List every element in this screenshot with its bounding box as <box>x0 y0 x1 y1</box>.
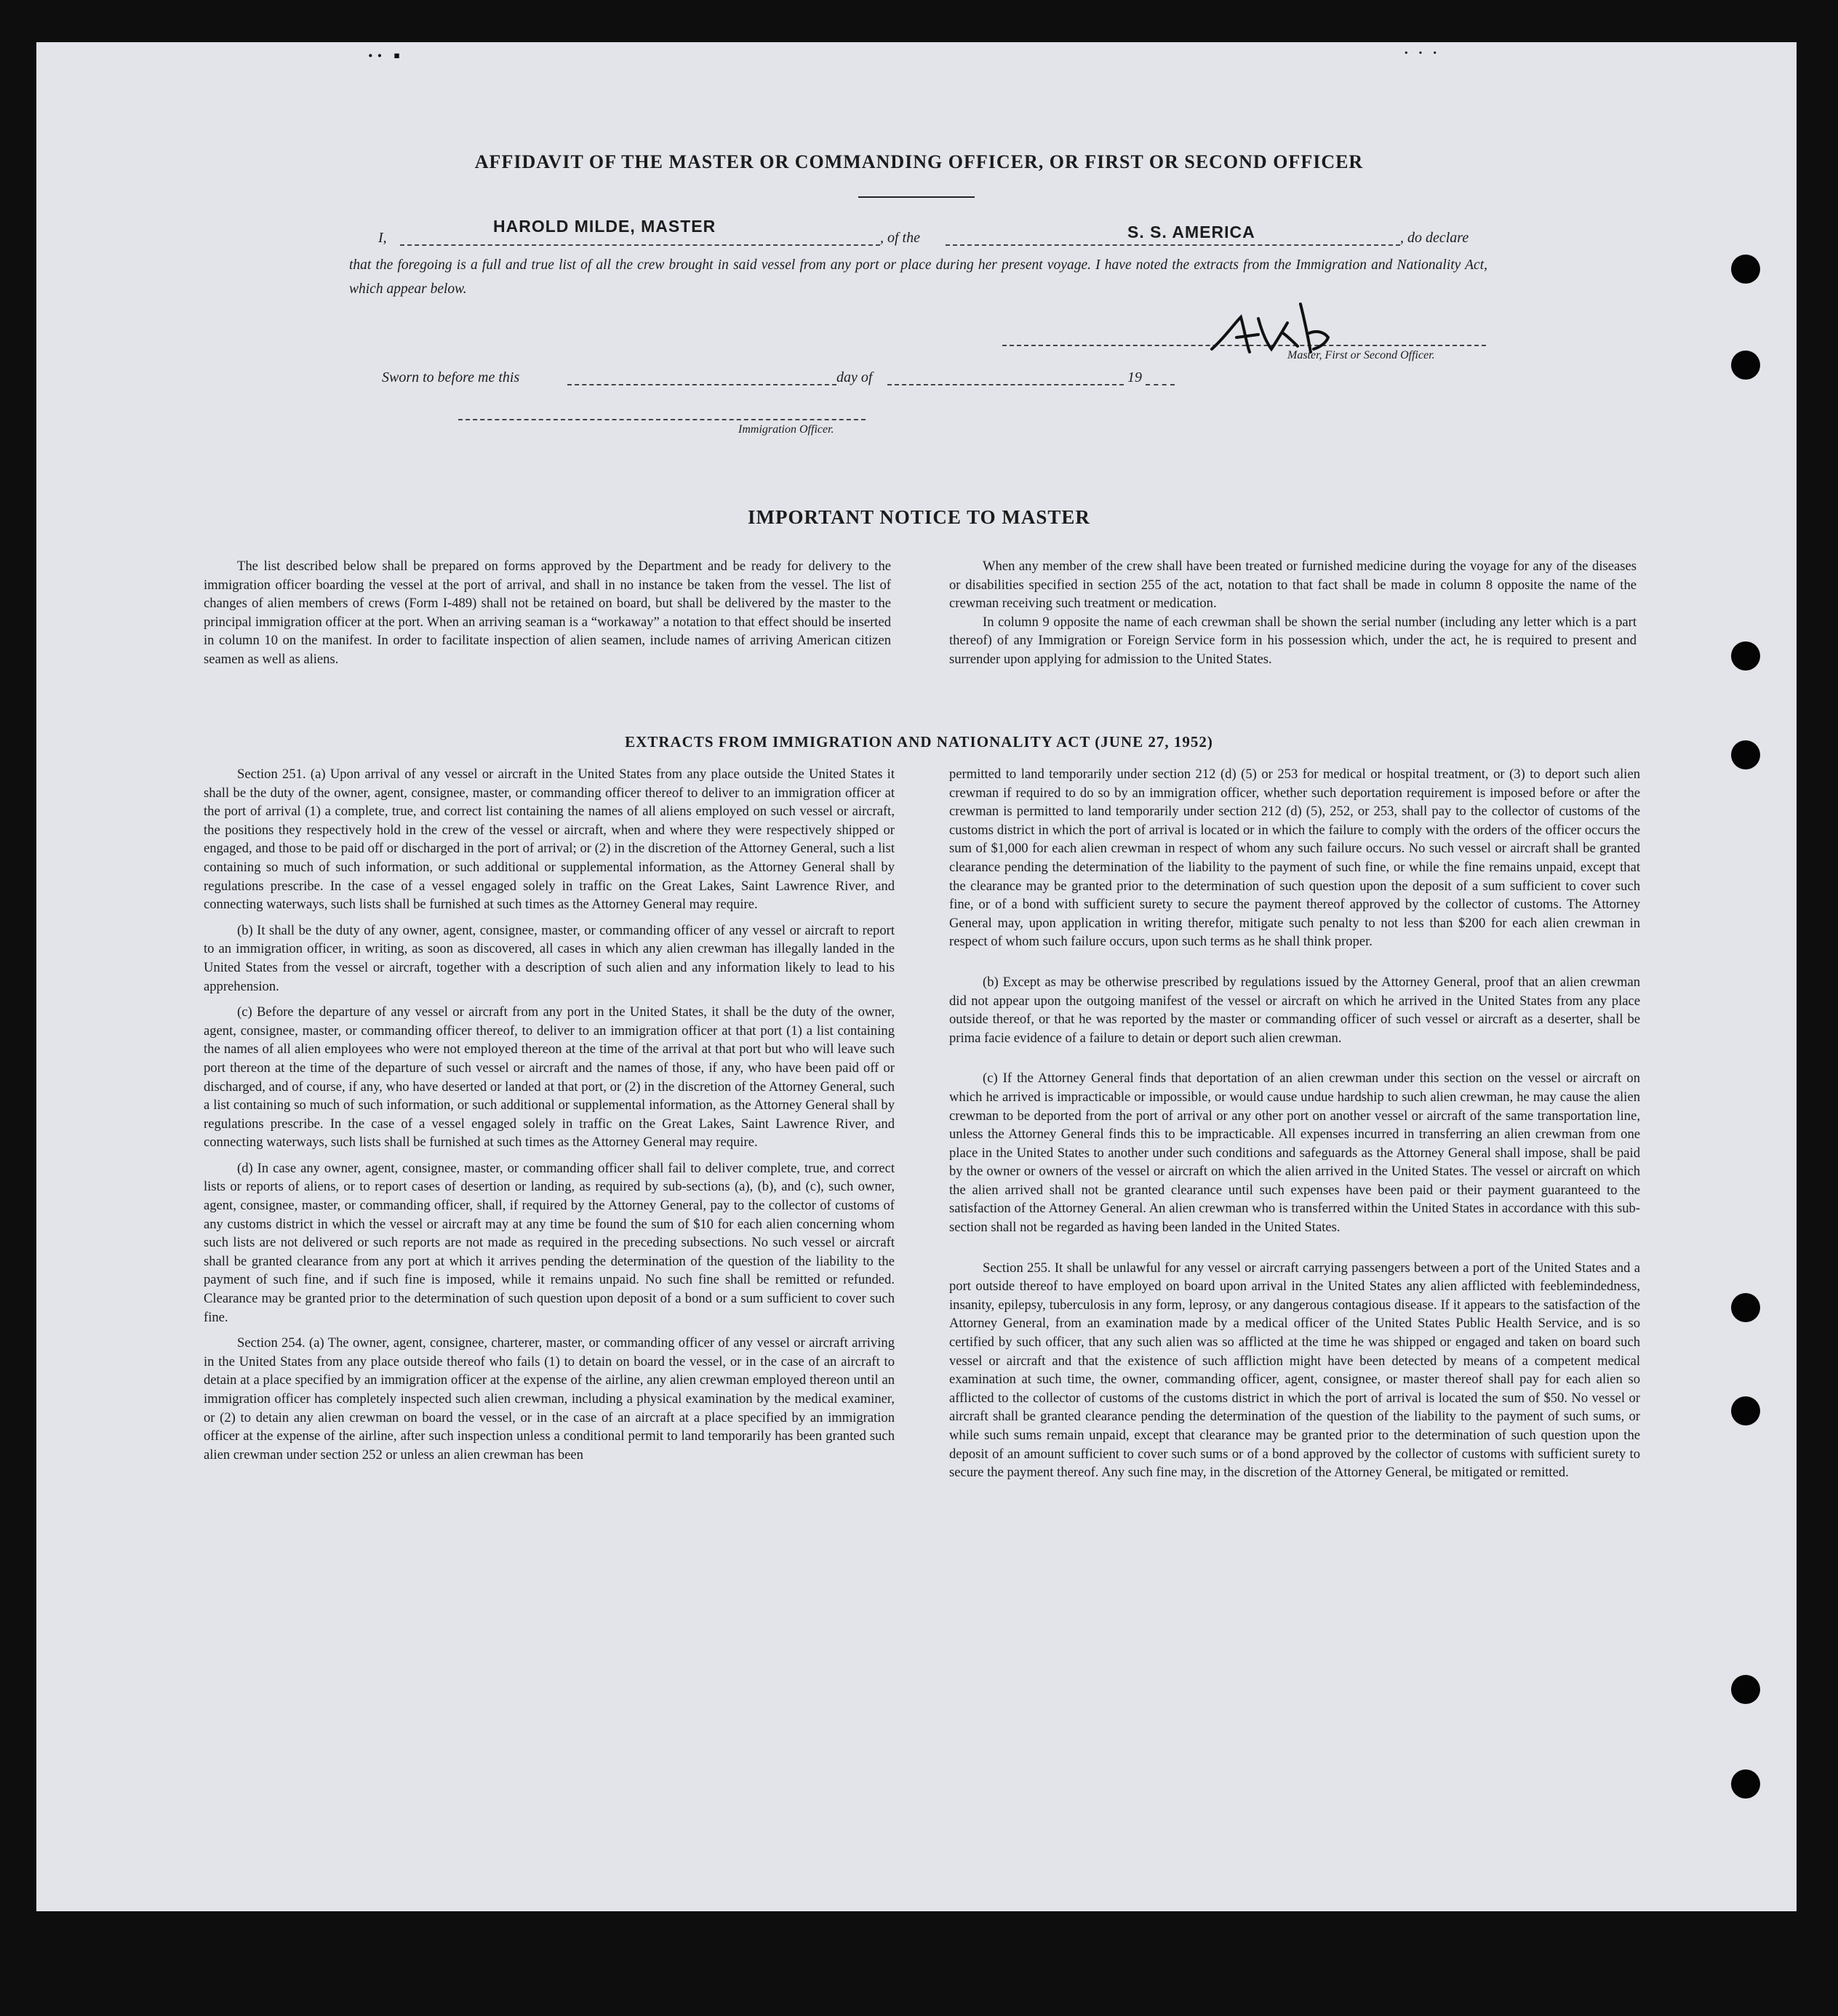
punch-hole <box>1731 255 1760 284</box>
act-paragraph: (c) Before the departure of any vessel or aircraft from any port in the United States, it shall be the duty of the owner, agent, consignee, master, or commanding officer thereof, to deliver to an immigration officer at that port (1) a list containing the names of all alien employees who were not employed thereon at the time of the arrival at that port but who will leave such port thereon at the time of the departure of such vessel or aircraft and the names of those, if any, who have been paid off or discharged, and of course, if any, who have deserted or landed at that port, or (2) in the discretion of the Attorney General, such a list containing so much of such information, or such additional or supplemental information, as the Attorney General shall by regulations prescribe. In the case of a vessel engaged solely in traffic on the Great Lakes, Saint Lawrence River, and connecting waterways, such lists shall be furnished at such times as the Attorney General may require. <box>204 1004 895 1151</box>
extracts-right-column <box>949 765 1640 1489</box>
declaration-prefix: I, <box>378 230 387 246</box>
signature-caption: Master, First or Second Officer. <box>1287 349 1435 361</box>
act-paragraph: (b) Except as may be otherwise prescribed by regulations issued by the Attorney General, proof that an alien crewman did not appear upon the outgoing manifest of the vessel or aircraft on which he arrived in the United States from any place outside thereof, or that he was reported by the master or commanding officer of such vessel or aircraft as a deserter, shall be prima facie evidence of a failure to detain or deport such alien crewman. <box>949 974 1640 1046</box>
act-paragraph: Section 255. It shall be unlawful for any vessel or aircraft carrying passengers between a port of the United States and a port outside thereof to have employed on board upon arrival in the United States any alien afflicted with feeblemindedness, insanity, epilepsy, tuberculosis in any form, leprosy, or any dangerous contagious disease. If it appears to the satisfaction of the Attorney General, from an examination made by a medical officer of the United States Public Health Service, and is so certified by such officer, that any such alien was so afflicted at the time he was shipped or engaged and taken on board such vessel or aircraft and that the existence of such affliction might have been detected by means of a competent medical examination at such time, the owner, commanding officer, agent, consignee, or master thereof shall pay for each alien so afflicted to the collector of customs of the customs district in which the port of arrival is located the sum of $50. No vessel or aircraft shall be granted clearance pending the determination of the question of the liability to the payment of such sums, or while such sums remain unpaid, except that clearance may be granted prior to the determination of such question upon the deposit of an amount sufficient to cover such sums or of a bond approved by the collector of customs with sufficient surety to secure the payment thereof. Any such fine may, in the discretion of the Attorney General, be mitigated or remitted. <box>949 1260 1640 1481</box>
punch-hole <box>1731 351 1760 380</box>
scan-specks: · · · <box>1404 45 1441 61</box>
of-the-label: , of the <box>880 230 920 246</box>
name-fill-line <box>400 244 880 246</box>
extracts-left-column <box>204 765 895 1471</box>
vessel-name-field[interactable]: S. S. AMERICA <box>1127 223 1255 241</box>
officer-caption: Immigration Officer. <box>738 423 834 436</box>
sworn-month-line <box>887 384 1124 385</box>
day-of-label: day of <box>836 369 873 385</box>
extracts-heading: EXTRACTS FROM IMMIGRATION AND NATIONALITY ACT (JUNE 27, 1952) <box>625 733 1213 751</box>
punch-hole <box>1731 1293 1760 1322</box>
notice-paragraph: When any member of the crew shall have been treated or furnished medicine during the voyage for any of the diseases or disabilities specified in section 255 of the act, notation to that fact shall be made in column 8 opposite the name of the crewman receiving such treatment or medication. <box>949 559 1637 612</box>
punch-hole <box>1731 1396 1760 1425</box>
sworn-year-line <box>1146 384 1175 385</box>
declaration-text: that the foregoing is a full and true list of all the crew brought in said vessel from any port or place during her present voyage. I have noted the extracts from the Immigration and Nationality Act, which appear below. <box>349 257 1487 297</box>
sworn-day-line <box>567 384 836 385</box>
act-paragraph: Section 251. (a) Upon arrival of any vessel or aircraft in the United States from any place outside the United States it shall be the duty of the owner, agent, consignee, master, or commanding officer thereof to deliver to an immigration officer at the port of arrival (1) a complete, true, and correct list containing the names of all aliens employed on such vessel or aircraft, the positions they respectively hold in the crew of the vessel or aircraft, when and where they were respectively shipped or engaged, and those to be paid off or discharged in the port of arrival; or (2) in the discretion of the Attorney General, such a list containing so much of such information, or such additional or supplemental information, as the Attorney General shall by regulations prescribe. In the case of a vessel engaged solely in traffic on the Great Lakes, Saint Lawrence River, and connecting waterways, such lists shall be furnished at such times as the Attorney General may require. <box>204 767 895 913</box>
act-paragraph: Section 254. (a) The owner, agent, consignee, charterer, master, or commanding officer of any vessel or aircraft arriving in the United States from any place outside thereof who fails (1) to detain on board the vessel, or in the case of an aircraft to detain at a place specified by an immigration officer at the expense of the airline, any alien crewman employed thereon until an immigration officer has completely inspected such alien crewman, including a physical examination by the medical examiner, or (2) to detain any alien crewman on board the vessel, or in the case of an aircraft at a place specified by an immigration officer at the expense of the airline, after such inspection unless a conditional permit to land temporarily has been granted such alien crewman under section 252 or unless an alien crewman has been <box>204 1335 895 1463</box>
master-name-field[interactable]: HAROLD MILDE, MASTER <box>493 217 716 236</box>
officer-signature-line <box>458 419 866 420</box>
sworn-label: Sworn to before me this <box>382 369 520 385</box>
scan-specks: ·· ▪ <box>367 45 404 66</box>
year-label: 19 <box>1127 369 1142 385</box>
punch-hole <box>1731 1769 1760 1799</box>
act-paragraph: permitted to land temporarily under section 212 (d) (5) or 253 for medical or hospital treatment, or (3) to deport such alien crewman if required to do so by an immigration officer, whether such deportation requirement is imposed before or after the crewman is permitted to land temporarily under section 212 (d) (5), 252, or 253, shall pay to the collector of customs of the customs district in which the port of arrival is located or in which the failure to comply with the orders of the officer occurs the sum of $1,000 for each alien crewman in respect of whom any such failure occurs. No such vessel or aircraft shall be granted clearance pending the determination of the liability to the payment of such fine, or while the fine remains unpaid, except that the clearance may be granted prior to the determination of such question upon the deposit of a sum sufficient to cover such fine, or of a bond with sufficient surety to secure the payment thereof approved by the collector of customs. The Attorney General may, upon application in writing therefor, mitigate such penalty to not less than $200 for each alien crewman in respect of whom such failure occurs, upon such terms as he shall think proper. <box>949 767 1640 950</box>
act-paragraph: (b) It shall be the duty of any owner, agent, consignee, master, or commanding officer of any vessel or aircraft to report to an immigration officer, in writing, as soon as discovered, all cases in which any alien crewman has illegally landed in the United States from the vessel or aircraft, together with a description of such alien and any information likely to lead to his apprehension. <box>204 922 895 994</box>
act-paragraph: (d) In case any owner, agent, consignee, master, or commanding officer shall fail to deliver complete, true, and correct lists or reports of aliens, or to report cases of desertion or landing, as required by sub-sections (a), (b), and (c), such owner, agent, consignee, master, or commanding officer, shall, if required by the Attorney General, pay to the collector of customs of any customs district in which the vessel or aircraft may at any time be found the sum of $10 for each alien concerning whom such lists are not delivered or such reports are not made as required in the preceding subsections. No such vessel or aircraft shall be granted clearance from any port at which it arrives pending the determination of the question of the liability to the payment of such fine, and if such fine is imposed, while it remains unpaid. No such fine shall be remitted or refunded. Clearance may be granted prior to the determination of such question upon deposit of a bond or a sum sufficient to cover such fine. <box>204 1160 895 1325</box>
notice-paragraph: In column 9 opposite the name of each crewman shall be shown the serial number (including any letter which is a part thereof) of any Immigration or Foreign Service form in his possession which, under the act, he is required to present and surrender upon applying for admission to the United States. <box>949 614 1637 667</box>
punch-hole <box>1731 1675 1760 1704</box>
punch-hole <box>1731 641 1760 671</box>
notice-paragraph: The list described below shall be prepared on forms approved by the Department and be ready for delivery to the immigration officer boarding the vessel at the port of arrival, and shall in no instance be taken from the vessel. The list of changes of alien members of crews (Form I-489) shall not be retained on board, but shall be delivered by the master to the principal immigration officer at the port. When an arriving seaman is a “workaway” a notation to that effect should be inserted in column 10 on the manifest. In order to facilitate inspection of alien seamen, include names of arriving American citizen seamen as well as aliens. <box>204 559 891 667</box>
notice-left-column <box>204 557 891 676</box>
notice-right-column <box>949 557 1637 676</box>
act-paragraph: (c) If the Attorney General finds that deportation of an alien crewman under this section on the vessel or aircraft on which he arrived is impracticable or impossible, or would cause undue hardship to such alien crewman, he may cause the alien crewman to be deported from the port of arrival or any other port on another vessel or aircraft of the same transportation line, unless the Attorney General finds this to be impracticable. All expenses incurred in transferring an alien crewman from one place in the United States to another under such conditions and safeguards as the Attorney General shall impose, shall be paid by the owner or owners of the vessel or aircraft on which the alien arrived in the United States. The vessel or aircraft on which the alien arrived shall not be granted clearance until such expenses have been paid or their payment guaranteed to the satisfaction of the Attorney General. An alien crewman who is transferred within the United States in accordance with this sub-section shall not be regarded as having been landed in the United States. <box>949 1071 1640 1236</box>
affidavit-title: AFFIDAVIT OF THE MASTER OR COMMANDING OFFICER, OR FIRST OR SECOND OFFICER <box>474 151 1364 172</box>
do-declare-label: , do declare <box>1400 230 1469 246</box>
vessel-fill-line <box>946 244 1400 246</box>
title-rule <box>858 196 975 198</box>
notice-heading: IMPORTANT NOTICE TO MASTER <box>748 506 1090 528</box>
